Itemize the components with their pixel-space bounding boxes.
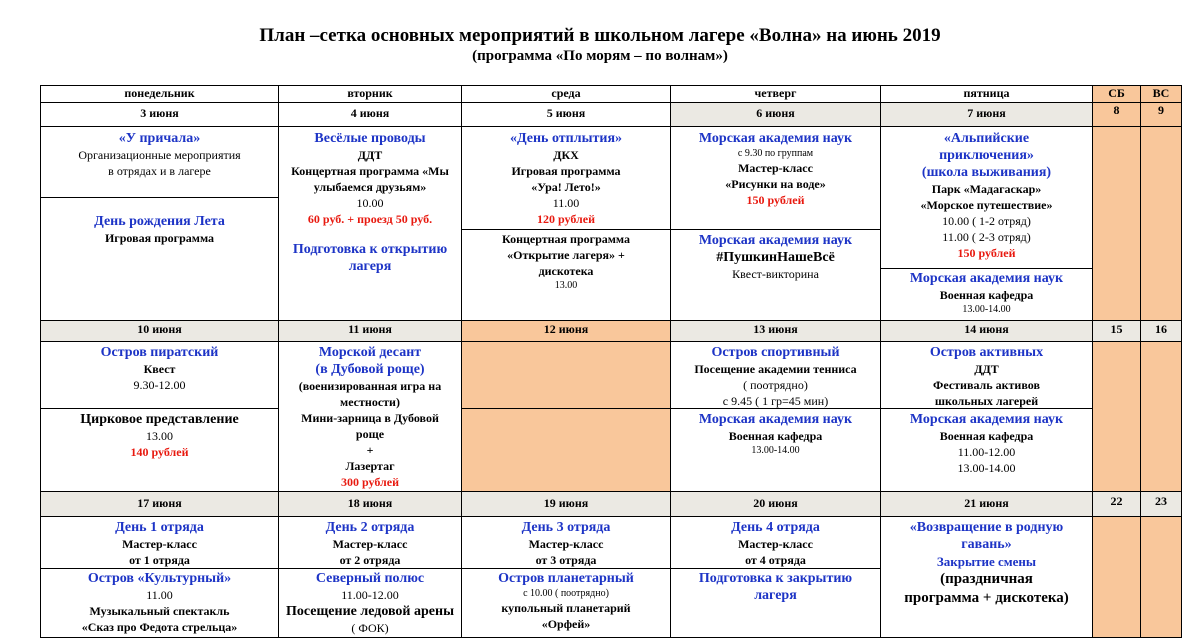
date-cell-weekend: 16 bbox=[1140, 320, 1182, 342]
event-detail: улыбаемся друзьям» bbox=[313, 180, 427, 194]
event-detail: ( ФОК) bbox=[351, 621, 389, 635]
event-detail: купольный планетарий bbox=[501, 601, 631, 615]
event-time: 13.00-14.00 bbox=[957, 461, 1016, 475]
event-detail: «Орфей» bbox=[541, 617, 591, 631]
event-time: 10.00 ( 1-2 отряд) bbox=[942, 214, 1031, 228]
event-detail: Военная кафедра bbox=[939, 429, 1034, 443]
event-cell bbox=[461, 229, 671, 321]
event-price: 140 рублей bbox=[130, 445, 189, 459]
event-detail: дискотека bbox=[538, 264, 594, 278]
event-title: День 3 отряда bbox=[521, 520, 611, 535]
event-title: Остров активных bbox=[929, 345, 1044, 360]
event-title: «День отплытия» bbox=[509, 131, 623, 146]
event-cell bbox=[670, 341, 881, 409]
event-detail: от 2 отряда bbox=[339, 553, 401, 567]
event-detail: Организационные мероприятия bbox=[78, 148, 241, 162]
event-detail: Фестиваль активов bbox=[933, 378, 1040, 392]
event-title: Морская академия наук bbox=[909, 271, 1064, 286]
event-detail: Парк «Мадагаскар» bbox=[931, 182, 1042, 196]
event-cell bbox=[278, 126, 462, 321]
event-cell bbox=[670, 516, 881, 569]
date-cell: 14 июня bbox=[880, 320, 1093, 342]
event-price: 300 рублей bbox=[340, 475, 400, 489]
event-cell bbox=[461, 126, 671, 230]
weekend-cell bbox=[1092, 126, 1141, 321]
date-cell-weekend: 23 bbox=[1140, 491, 1182, 517]
event-detail: (военизированная игра на bbox=[298, 379, 442, 393]
event-title: Весёлые проводы bbox=[314, 131, 426, 146]
event-price: 120 рублей bbox=[536, 212, 596, 226]
event-cell bbox=[278, 516, 462, 569]
event-cell bbox=[670, 408, 881, 492]
event-title: День 4 отряда bbox=[731, 520, 820, 535]
event-detail: от 4 отряда bbox=[745, 553, 806, 567]
weekend-cell bbox=[1140, 341, 1182, 492]
event-time: 11.00-12.00 bbox=[341, 588, 399, 602]
date-cell: 18 июня bbox=[278, 491, 462, 517]
event-detail: Мастер-класс bbox=[332, 537, 408, 551]
header-thursday: четверг bbox=[670, 85, 881, 103]
event-title: Закрытие смены bbox=[936, 554, 1037, 569]
event-time: 13.00-14.00 bbox=[962, 304, 1011, 315]
event-title: «Возвращение в родную bbox=[909, 520, 1064, 535]
date-cell: 21 июня bbox=[880, 491, 1093, 517]
header-monday: понедельник bbox=[40, 85, 279, 103]
event-title: Цирковое представление bbox=[80, 412, 239, 427]
date-cell: 7 июня bbox=[880, 102, 1093, 127]
event-time: 10.00 bbox=[356, 196, 384, 210]
event-time: 11.00 bbox=[552, 196, 580, 210]
event-title: лагеря bbox=[348, 259, 392, 274]
date-cell: 20 июня bbox=[670, 491, 881, 517]
date-cell: 3 июня bbox=[40, 102, 279, 127]
event-detail: Посещение ледовой арены bbox=[285, 604, 454, 619]
event-detail: Мастер-класс bbox=[528, 537, 604, 551]
event-detail: (праздничная bbox=[940, 571, 1033, 587]
event-title: приключения» bbox=[939, 148, 1034, 163]
event-detail: школьных лагерей bbox=[934, 394, 1039, 408]
event-detail: Военная кафедра bbox=[939, 288, 1034, 302]
event-detail: ДДТ bbox=[357, 148, 383, 162]
weekend-cell bbox=[1140, 126, 1182, 321]
event-title: День 1 отряда bbox=[115, 520, 204, 535]
date-cell: 5 июня bbox=[461, 102, 671, 127]
header-sunday: ВС bbox=[1140, 85, 1182, 103]
event-detail: с 9.30 по группам bbox=[737, 148, 814, 159]
event-price: 150 рублей bbox=[746, 193, 805, 207]
event-detail: роще bbox=[355, 427, 385, 441]
event-cell bbox=[40, 341, 279, 409]
event-detail: ( поотрядно) bbox=[743, 378, 808, 392]
event-title: «Альпийские bbox=[943, 131, 1030, 146]
event-detail: Игровая программа bbox=[511, 164, 621, 178]
header-friday: пятница bbox=[880, 85, 1093, 103]
event-title: День рождения Лета bbox=[94, 214, 225, 229]
page-subtitle: (программа «По морям – по волнам») bbox=[472, 48, 728, 64]
event-title: Морская академия наук bbox=[698, 233, 853, 248]
event-time: 11.00 ( 2-3 отряд) bbox=[942, 230, 1031, 244]
event-cell bbox=[670, 568, 881, 638]
event-title: Морская академия наук bbox=[698, 131, 853, 146]
event-title: Морская академия наук bbox=[909, 412, 1064, 427]
event-title: Остров «Культурный» bbox=[87, 571, 232, 586]
event-detail: Квест bbox=[143, 362, 176, 376]
event-title: Остров спортивный bbox=[711, 345, 840, 360]
header-wednesday: среда bbox=[461, 85, 671, 103]
event-detail: Мини-зарница в Дубовой bbox=[301, 411, 439, 425]
event-cell bbox=[461, 568, 671, 638]
event-time: 11.00 bbox=[146, 588, 173, 602]
header-tuesday: вторник bbox=[278, 85, 462, 103]
event-cell bbox=[40, 568, 279, 638]
date-cell-weekend: 9 bbox=[1140, 102, 1182, 127]
event-cell bbox=[278, 568, 462, 638]
event-cell bbox=[40, 516, 279, 569]
event-cell bbox=[670, 126, 881, 230]
event-detail: «Ура! Лето!» bbox=[531, 180, 601, 194]
date-cell: 19 июня bbox=[461, 491, 671, 517]
event-detail: программа + дискотека) bbox=[904, 590, 1069, 606]
event-detail: «Сказ про Федота стрельца» bbox=[81, 620, 238, 634]
event-detail: «Открытие лагеря» + bbox=[507, 248, 625, 262]
event-cell bbox=[278, 341, 462, 492]
event-detail: ДКХ bbox=[553, 148, 579, 162]
event-detail: в отрядах и в лагере bbox=[108, 164, 211, 178]
date-cell-weekend: 15 bbox=[1092, 320, 1141, 342]
event-title: лагеря bbox=[754, 588, 797, 603]
event-cell bbox=[40, 197, 279, 321]
event-title: (школа выживания) bbox=[921, 165, 1052, 180]
event-title: Северный полюс bbox=[315, 571, 425, 586]
event-cell bbox=[40, 126, 279, 198]
event-title: Подготовка к открытию bbox=[292, 242, 448, 257]
event-cell bbox=[461, 516, 671, 569]
event-time: 13.00 bbox=[554, 280, 578, 291]
event-detail: Концертная программа «Мы bbox=[291, 164, 449, 178]
date-cell-holiday: 12 июня bbox=[461, 320, 671, 342]
event-detail: Лазертаг bbox=[345, 459, 395, 473]
event-detail: Посещение академии тенниса bbox=[694, 362, 857, 376]
event-detail: #ПушкинНашеВсё bbox=[716, 250, 835, 265]
event-detail: «Морское путешествие» bbox=[920, 198, 1053, 212]
event-time: с 9.45 ( 1 гр=45 мин) bbox=[722, 394, 829, 408]
event-detail: от 3 отряда bbox=[535, 553, 597, 567]
event-cell bbox=[670, 229, 881, 321]
date-cell-weekend: 8 bbox=[1092, 102, 1141, 127]
event-price: 150 рублей bbox=[957, 246, 1016, 260]
event-title: Морская академия наук bbox=[698, 412, 853, 427]
date-cell: 6 июня bbox=[670, 102, 881, 127]
event-cell bbox=[40, 408, 279, 492]
event-time: 13.00 bbox=[146, 429, 173, 443]
event-title: Остров пиратский bbox=[100, 345, 219, 360]
event-cell bbox=[880, 408, 1093, 492]
weekend-cell bbox=[1092, 341, 1141, 492]
page-title: План –сетка основных мероприятий в школьном лагере «Волна» на июнь 2019 bbox=[259, 25, 941, 46]
event-detail: Мастер-класс bbox=[122, 537, 197, 551]
event-title: Подготовка к закрытию bbox=[698, 571, 853, 586]
weekend-cell bbox=[1140, 516, 1182, 638]
event-cell bbox=[880, 516, 1093, 638]
event-cell bbox=[880, 268, 1093, 321]
date-cell: 11 июня bbox=[278, 320, 462, 342]
event-time: с 10.00 ( поотрядно) bbox=[523, 588, 609, 599]
event-detail: ДДТ bbox=[974, 362, 999, 376]
date-cell: 4 июня bbox=[278, 102, 462, 127]
event-detail: «Рисунки на воде» bbox=[725, 177, 826, 191]
event-title: Остров планетарный bbox=[498, 571, 634, 586]
event-detail: Военная кафедра bbox=[728, 429, 823, 443]
date-cell: 17 июня bbox=[40, 491, 279, 517]
header-saturday: СБ bbox=[1092, 85, 1141, 103]
event-detail: от 1 отряда bbox=[129, 553, 190, 567]
event-time: 9.30-12.00 bbox=[133, 378, 186, 392]
event-detail: Мастер-класс bbox=[738, 161, 813, 175]
event-detail: местности) bbox=[340, 395, 400, 409]
event-detail: Мастер-класс bbox=[738, 537, 813, 551]
date-cell: 10 июня bbox=[40, 320, 279, 342]
event-title: (в Дубовой роще) bbox=[315, 362, 425, 377]
event-detail: Игровая программа bbox=[104, 231, 215, 245]
event-title: Морской десант bbox=[318, 345, 422, 360]
weekend-cell bbox=[1092, 516, 1141, 638]
event-time: 11.00-12.00 bbox=[957, 445, 1016, 459]
event-title: «У причала» bbox=[118, 131, 201, 146]
event-cell bbox=[880, 126, 1093, 269]
event-time: 13.00-14.00 bbox=[751, 445, 800, 456]
event-detail: Музыкальный спектакль bbox=[89, 604, 230, 618]
holiday-cell bbox=[461, 408, 671, 492]
event-detail: Квест-викторина bbox=[732, 267, 819, 281]
event-title: Концертная программа bbox=[501, 232, 631, 246]
date-cell: 13 июня bbox=[670, 320, 881, 342]
event-title: День 2 отряда bbox=[325, 520, 415, 535]
event-price: 60 руб. + проезд 50 руб. bbox=[307, 212, 433, 226]
event-cell bbox=[880, 341, 1093, 409]
event-title: гавань» bbox=[961, 537, 1012, 552]
date-cell-weekend: 22 bbox=[1092, 491, 1141, 517]
event-detail: + bbox=[366, 443, 374, 457]
holiday-cell bbox=[461, 341, 671, 409]
